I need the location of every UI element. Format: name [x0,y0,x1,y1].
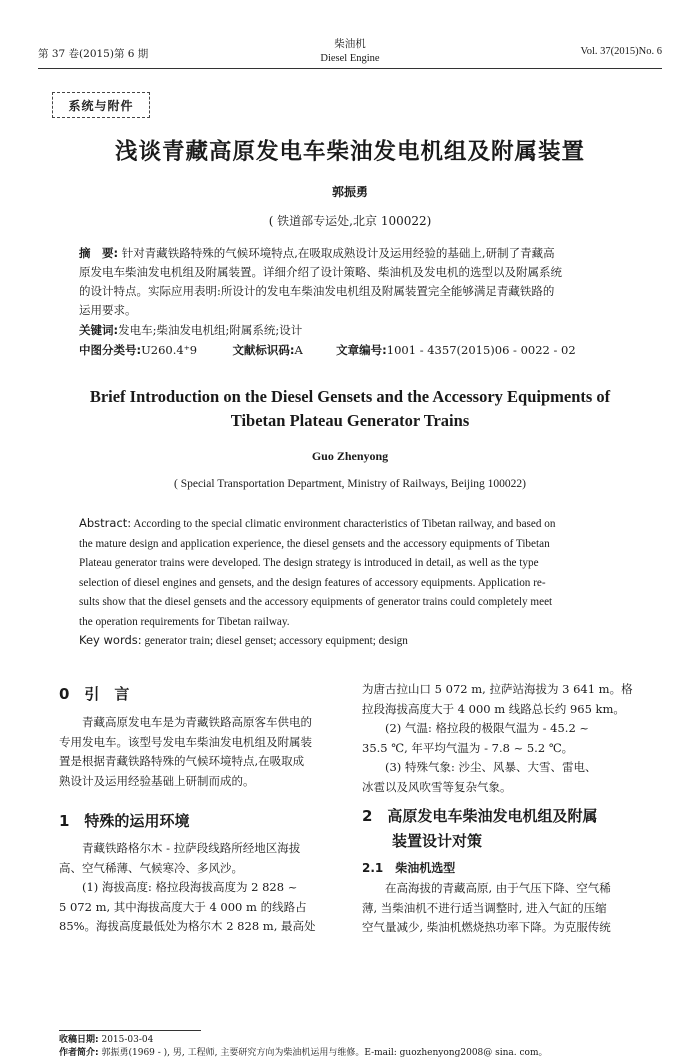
body-line: (2) 气温: 格拉段的极限气温为 - 45.2 ~ [362,721,590,735]
doc-code-value: A [294,343,303,357]
abstract-en [79,514,624,632]
section-2-1-body [362,879,644,938]
body-line: 青藏高原发电车是为青藏铁路高原客车供电的 [59,715,312,729]
bio-value: 郭振勇(1969 - ), 男, 工程师, 主要研究方向为柴油机运用与维修。E-mail: guozhenyong2008@ sina. com。 [101,1048,548,1058]
header-volume-en: Vol. 37(2015)No. 6 [580,46,662,57]
keywords-en [79,631,624,652]
abstract-cn [79,244,635,320]
header-journal-en: Diesel Engine [320,53,380,64]
section-2-1-heading: 2.1 柴油机选型 [362,861,456,875]
body-line: 为唐古拉山口 5 072 m, 拉萨站海拔为 3 641 m。格 [362,682,633,696]
keywords-en-label: Key words: [79,633,142,647]
body-line: 空气量减少, 柴油机燃烧热功率下降。为克服传统 [362,920,611,934]
section-0-body [59,713,341,791]
article-number-value: 1001 - 4357(2015)06 - 0022 - 02 [386,343,576,357]
section-2-heading-line: 2 高原发电车柴油发电机组及附属 [362,807,598,825]
section-2-heading [362,805,597,851]
abstract-cn-line: 针对青藏铁路特殊的气候环境特点,在吸取成熟设计及运用经验的基础上,研制了青藏高 [121,246,555,260]
body-line: 在高海拔的青藏高原, 由于气压下降、空气稀 [362,881,611,895]
keywords-cn [79,322,302,338]
affiliation-cn: ( 铁道部专运处,北京 100022) [268,214,432,228]
abstract-en-line: Plateau generator trains were developed. The design strategy is introduced in detail, as well as the type [79,557,539,569]
body-line: 拉段海拔高度大于 4 000 m 线路总长约 965 km。 [362,701,625,716]
abstract-cn-line: 原发电车柴油发电机组及附属装置。详细介绍了设计策略、柴油机及发电机的选型以及附属系统 [79,265,562,279]
body-line: 5 072 m, 其中海拔高度大于 4 000 m 的线路占 [59,899,307,914]
author-cn: 郭振勇 [331,185,368,199]
abstract-en-label: Abstract: [79,516,132,530]
title-en-line-2: Tibetan Plateau Generator Trains [230,411,470,430]
abstract-en-line: the operation requirements for Tibetan railway. [79,615,290,628]
body-line: (3) 特殊气象: 沙尘、风暴、大雪、雷电、 [362,760,597,774]
keywords-cn-text: 发电车;柴油发电机组;附属系统;设计 [118,323,303,337]
abstract-en-line: the mature design and application experience, the diesel gensets and the accessory equipments of Tibetan [79,537,550,550]
body-line: 冰雹以及风吹雪等复杂气象。 [362,779,512,794]
body-line: (1) 海拔高度: 格拉段海拔高度为 2 828 ~ [59,880,298,894]
doc-code-label: 文献标识码: [232,343,295,357]
body-line: 薄, 当柴油机不进行适当调整时, 进入气缸的压缩 [362,900,607,915]
body-line: 置是根据青藏铁路特殊的气候环境特点,在吸取成 [59,754,305,768]
abstract-cn-line: 运用要求。 [79,303,137,317]
footnote-rule [59,1030,201,1031]
section-1-body [59,839,341,937]
classification-line [79,342,576,358]
keywords-cn-label: 关键词: [79,323,119,337]
received-label: 收稿日期: [59,1035,99,1045]
abstract-en-line: According to the special climatic environment characteristics of Tibetan railway, and based on [133,518,556,530]
header-volume: 第 37 卷(2015)第 6 期 [38,48,149,60]
section-tag: 系统与附件 [52,92,150,118]
section-1-heading: 1 特殊的运用环境 [59,812,190,830]
title-en-line-1: Brief Introduction on the Diesel Gensets and the Accessory Equipments of [89,387,611,406]
footnote-author-bio [59,1047,548,1060]
abstract-en-line: selection of diesel engines and gensets, and the design features of accessory equipments. Application re- [79,576,546,589]
clc-value: U260.4⁺9 [141,343,198,357]
body-line: 35.5 ℃, 年平均气温为 - 7.8 ~ 5.2 ℃。 [362,740,574,755]
keywords-en-text: generator train; diesel genset; accessory equipment; design [144,635,408,647]
clc-label: 中图分类号: [79,343,142,357]
abstract-en-line: sults show that the diesel gensets and the accessory equipments of generator trains could completely meet [79,596,553,608]
footnote-received [59,1034,153,1047]
body-line: 高、空气稀薄、气候寒冷、多风沙。 [59,860,243,875]
abstract-cn-label: 摘 要: [79,246,119,260]
section-2-heading-line: 装置设计对策 [392,832,483,850]
affiliation-en: ( Special Transportation Department, Ministry of Railways, Beijing 100022) [174,478,526,490]
body-line: 专用发电车。该型号发电车柴油发电机组及附属装 [59,734,312,749]
section-1-continued [362,680,644,797]
header-journal-cn: 柴油机 [334,38,366,50]
body-line: 85%。海拔高度最低处为格尔木 2 828 m, 最高处 [59,919,316,933]
abstract-cn-line: 的设计特点。实际应用表明:所设计的发电车柴油发电机组及附属装置完全能够满足青藏铁路的 [79,284,555,298]
body-line: 熟设计及运用经验基础上研制而成的。 [59,773,255,788]
header-rule [38,68,662,69]
article-number-label: 文章编号: [336,343,387,357]
body-line: 青藏铁路格尔木 - 拉萨段线路所经地区海拔 [59,841,301,855]
author-en: Guo Zhenyong [311,449,389,463]
bio-label: 作者简介: [59,1048,99,1058]
title-cn: 浅谈青藏高原发电车柴油发电机组及附属装置 [114,139,585,165]
received-value: 2015-03-04 [101,1035,154,1045]
section-0-heading: 0 引 言 [59,685,130,703]
